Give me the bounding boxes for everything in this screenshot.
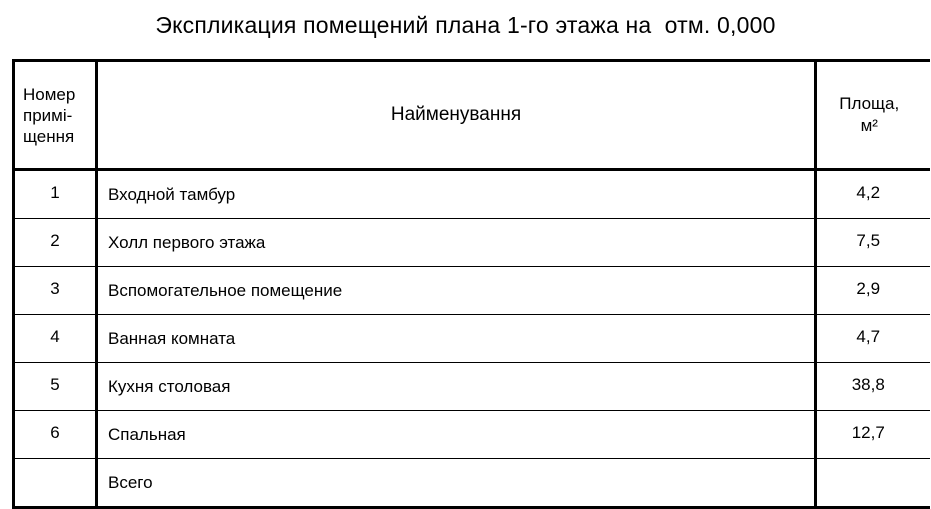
- total-row: [14, 459, 930, 508]
- table-row: [14, 267, 930, 315]
- room-number: 4: [14, 315, 97, 363]
- header-room-number: [14, 61, 97, 170]
- total-area: [816, 459, 930, 508]
- room-number: 2: [14, 219, 97, 267]
- room-name: Кухня столовая: [97, 363, 816, 411]
- room-number: 3: [14, 267, 97, 315]
- table-row: [14, 363, 930, 411]
- room-area: 7,5: [816, 219, 930, 267]
- table-row: [14, 170, 930, 219]
- document-title: Экспликация помещений плана 1-го этажа на отм. 0,000: [155, 12, 776, 38]
- room-area: 12,7: [816, 411, 930, 459]
- room-schedule-table: [12, 59, 930, 509]
- header-room-area: [816, 61, 930, 170]
- room-number: 6: [14, 411, 97, 459]
- total-label: Всего: [97, 459, 816, 508]
- header-number-line-1: Номер: [23, 84, 76, 104]
- table-header-row: [14, 61, 930, 170]
- room-name: Ванная комната: [97, 315, 816, 363]
- room-area: 4,2: [816, 170, 930, 219]
- table-row: [14, 411, 930, 459]
- table-row: [14, 219, 930, 267]
- header-area-line-2: м²: [860, 116, 878, 135]
- total-number: [14, 459, 97, 508]
- room-area: 4,7: [816, 315, 930, 363]
- table-row: [14, 315, 930, 363]
- room-area: 2,9: [816, 267, 930, 315]
- room-number: 1: [14, 170, 97, 219]
- room-number: 5: [14, 363, 97, 411]
- header-number-line-3: щення: [23, 126, 75, 146]
- header-number-line-2: примі-: [23, 105, 73, 125]
- room-name: Вспомогательное помещение: [97, 267, 816, 315]
- room-name: Спальная: [97, 411, 816, 459]
- room-name: Входной тамбур: [97, 170, 816, 219]
- header-room-name: Найменування: [97, 61, 816, 170]
- room-area: 38,8: [816, 363, 930, 411]
- header-area-line-1: Площа,: [839, 94, 900, 113]
- room-name: Холл первого этажа: [97, 219, 816, 267]
